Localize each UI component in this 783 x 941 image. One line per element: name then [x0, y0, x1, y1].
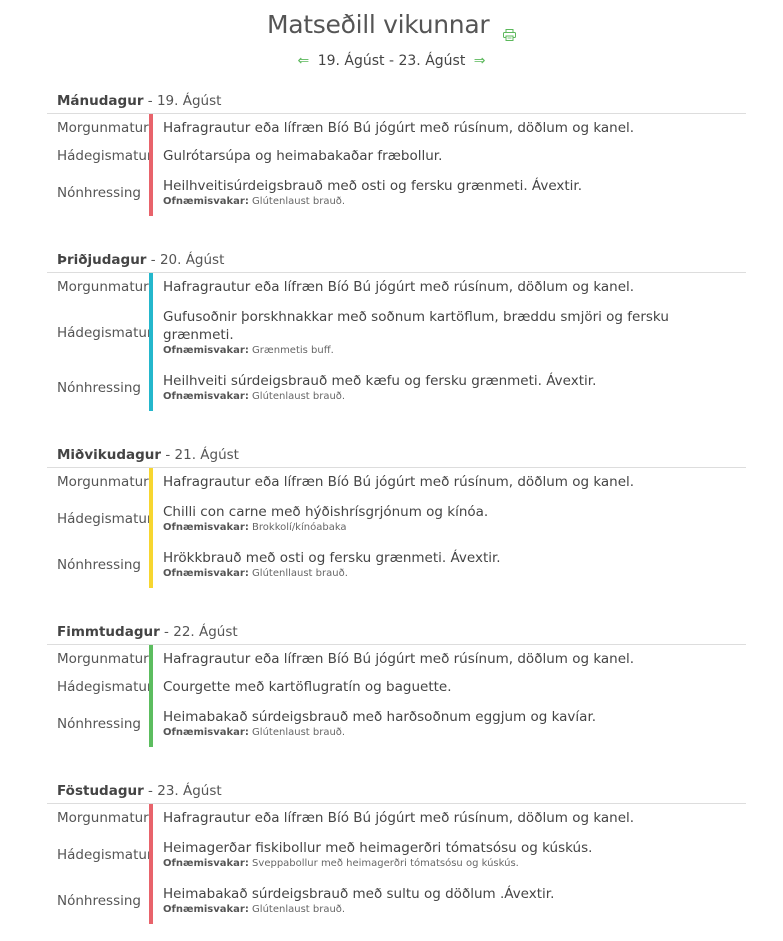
meal-content — [149, 645, 746, 673]
print-icon[interactable] — [503, 18, 516, 30]
day-date: 21. Ágúst — [174, 447, 239, 463]
meal-content — [149, 114, 746, 142]
meal-content — [149, 365, 746, 411]
meal-label: Morgunmatur — [57, 474, 149, 490]
meal-text: Hrökkbrauð með osti og fersku grænmeti. Ávextir. — [163, 550, 501, 566]
meal-row-snack — [47, 878, 746, 924]
day-name: Föstudagur — [57, 783, 144, 799]
meal-row-snack — [47, 365, 746, 411]
meal-content — [149, 804, 746, 832]
day-monday — [47, 89, 746, 216]
day-header: Föstudagur - 23. Ágúst — [47, 779, 746, 804]
day-name: Mánudagur — [57, 93, 144, 109]
day-wednesday — [47, 443, 746, 588]
allergen-label: Ofnæmisvakar: — [163, 904, 249, 915]
meal-text: Courgette með kartöflugratín og baguette. — [163, 679, 452, 695]
meal-row-lunch — [47, 673, 746, 701]
day-header: Miðvikudagur - 21. Ágúst — [47, 443, 746, 468]
meal-label: Morgunmatur — [57, 810, 149, 826]
meal-label: Nónhressing — [57, 893, 141, 909]
meal-label: Morgunmatur — [57, 120, 149, 136]
week-range: 19. Ágúst - 23. Ágúst — [317, 53, 466, 69]
meal-row-breakfast — [47, 114, 746, 142]
next-week-arrow-icon[interactable]: ⇒ — [473, 53, 486, 69]
meal-row-lunch — [47, 301, 746, 365]
meal-label: Hádegismatur — [57, 847, 153, 863]
meal-content — [149, 273, 746, 301]
day-date: 23. Ágúst — [157, 783, 222, 799]
meal-content — [149, 301, 746, 365]
meal-row-breakfast — [47, 468, 746, 496]
meal-row-lunch — [47, 496, 746, 542]
allergen-text: Glútenlaust brauð. — [252, 391, 346, 402]
meal-row-snack — [47, 542, 746, 588]
day-friday — [47, 779, 746, 924]
allergen-label: Ofnæmisvakar: — [163, 568, 249, 579]
meal-text: Hafragrautur eða lífræn Bíó Bú jógúrt með rúsínum, döðlum og kanel. — [163, 651, 635, 667]
allergen-text: Glútenlaust brauð. — [252, 904, 346, 915]
day-thursday — [47, 620, 746, 747]
meal-text: Heimabakað súrdeigsbrauð með harðsoðnum eggjum og kavíar. — [163, 709, 597, 725]
day-date: 19. Ágúst — [156, 93, 222, 109]
allergen-label: Ofnæmisvakar: — [163, 727, 249, 738]
meal-row-lunch — [47, 832, 746, 878]
meal-label: Morgunmatur — [57, 279, 149, 295]
previous-week-arrow-icon[interactable]: ⇐ — [297, 53, 310, 69]
page-title — [0, 10, 783, 39]
meal-content — [149, 701, 746, 747]
allergen-note — [163, 344, 686, 358]
day-header: Fimmtudagur - 22. Ágúst — [47, 620, 746, 645]
meal-content — [149, 468, 746, 496]
day-name: Fimmtudagur — [57, 624, 160, 640]
meal-content — [149, 542, 746, 588]
meal-label: Nónhressing — [57, 185, 141, 201]
meal-label: Morgunmatur — [57, 651, 149, 667]
day-header: Þriðjudagur - 20. Ágúst — [47, 248, 746, 273]
meal-text: Hafragrautur eða lífræn Bíó Bú jógúrt með rúsínum, döðlum og kanel. — [163, 810, 635, 826]
meal-label: Nónhressing — [57, 380, 141, 396]
day-date: 22. Ágúst — [173, 624, 238, 640]
week-navigation — [0, 53, 783, 69]
meal-content — [149, 142, 746, 170]
day-name: Miðvikudagur — [57, 447, 162, 463]
allergen-label: Ofnæmisvakar: — [163, 196, 249, 207]
allergen-label: Ofnæmisvakar: — [163, 391, 249, 402]
meal-text: Chilli con carne með hýðishrísgrjónum og kínóa. — [163, 504, 489, 520]
meal-row-lunch — [47, 142, 746, 170]
allergen-note — [163, 567, 686, 581]
meal-row-snack — [47, 170, 746, 216]
allergen-label: Ofnæmisvakar: — [163, 345, 249, 356]
meal-text: Heilhveitisúrdeigsbrauð með osti og fersku grænmeti. Ávextir. — [163, 178, 583, 194]
allergen-text: Glútenlaust brauð. — [252, 196, 346, 207]
meal-row-breakfast — [47, 273, 746, 301]
meal-text: Gufusoðnir þorskhnakkar með soðnum kartöflum, bræddu smjöri og fersku grænmeti. — [163, 309, 669, 343]
meal-content — [149, 673, 746, 701]
meal-content — [149, 832, 746, 878]
day-header: Mánudagur - 19. Ágúst — [47, 89, 746, 114]
allergen-label: Ofnæmisvakar: — [163, 858, 249, 869]
meal-text: Hafragrautur eða lífræn Bíó Bú jógúrt með rúsínum, döðlum og kanel. — [163, 474, 635, 490]
meal-label: Hádegismatur — [57, 511, 153, 527]
allergen-text: Glútenlaust brauð. — [252, 727, 346, 738]
meal-content — [149, 878, 746, 924]
meal-text: Gulrótarsúpa og heimabakaðar fræbollur. — [163, 148, 443, 164]
meal-text: Hafragrautur eða lífræn Bíó Bú jógúrt með rúsínum, döðlum og kanel. — [163, 120, 635, 136]
meal-text: Heilhveiti súrdeigsbrauð með kæfu og fersku grænmeti. Ávextir. — [163, 373, 597, 389]
meal-content — [149, 170, 746, 216]
allergen-text: Glútenllaust brauð. — [252, 568, 348, 579]
meal-text: Heimagerðar fiskibollur með heimagerðri tómatsósu og kúskús. — [163, 840, 593, 856]
allergen-text: Brokkolí/kínóabaka — [252, 522, 347, 533]
meal-row-breakfast — [47, 645, 746, 673]
allergen-note — [163, 390, 686, 404]
allergen-note — [163, 903, 686, 917]
allergen-note — [163, 857, 686, 871]
meal-label: Hádegismatur — [57, 679, 153, 695]
allergen-note — [163, 195, 686, 209]
day-name: Þriðjudagur — [57, 252, 147, 268]
day-date: 20. Ágúst — [159, 252, 225, 268]
allergen-label: Ofnæmisvakar: — [163, 522, 249, 533]
meal-row-snack — [47, 701, 746, 747]
meal-label: Nónhressing — [57, 716, 141, 732]
allergen-note — [163, 521, 686, 535]
meal-label: Hádegismatur — [57, 325, 153, 341]
meal-text: Hafragrautur eða lífræn Bíó Bú jógúrt með rúsínum, döðlum og kanel. — [163, 279, 635, 295]
page-title-text: Matseðill vikunnar — [266, 10, 490, 39]
meal-text: Heimabakað súrdeigsbrauð með sultu og döðlum .Ávextir. — [163, 886, 555, 902]
meal-label: Nónhressing — [57, 557, 141, 573]
day-tuesday — [47, 248, 746, 411]
meal-content — [149, 496, 746, 542]
allergen-note — [163, 726, 686, 740]
meal-label: Hádegismatur — [57, 148, 153, 164]
allergen-text: Grænmetis buff. — [252, 345, 334, 356]
allergen-text: Sveppabollur með heimagerðri tómatsósu og kúskús. — [252, 858, 519, 869]
meal-row-breakfast — [47, 804, 746, 832]
